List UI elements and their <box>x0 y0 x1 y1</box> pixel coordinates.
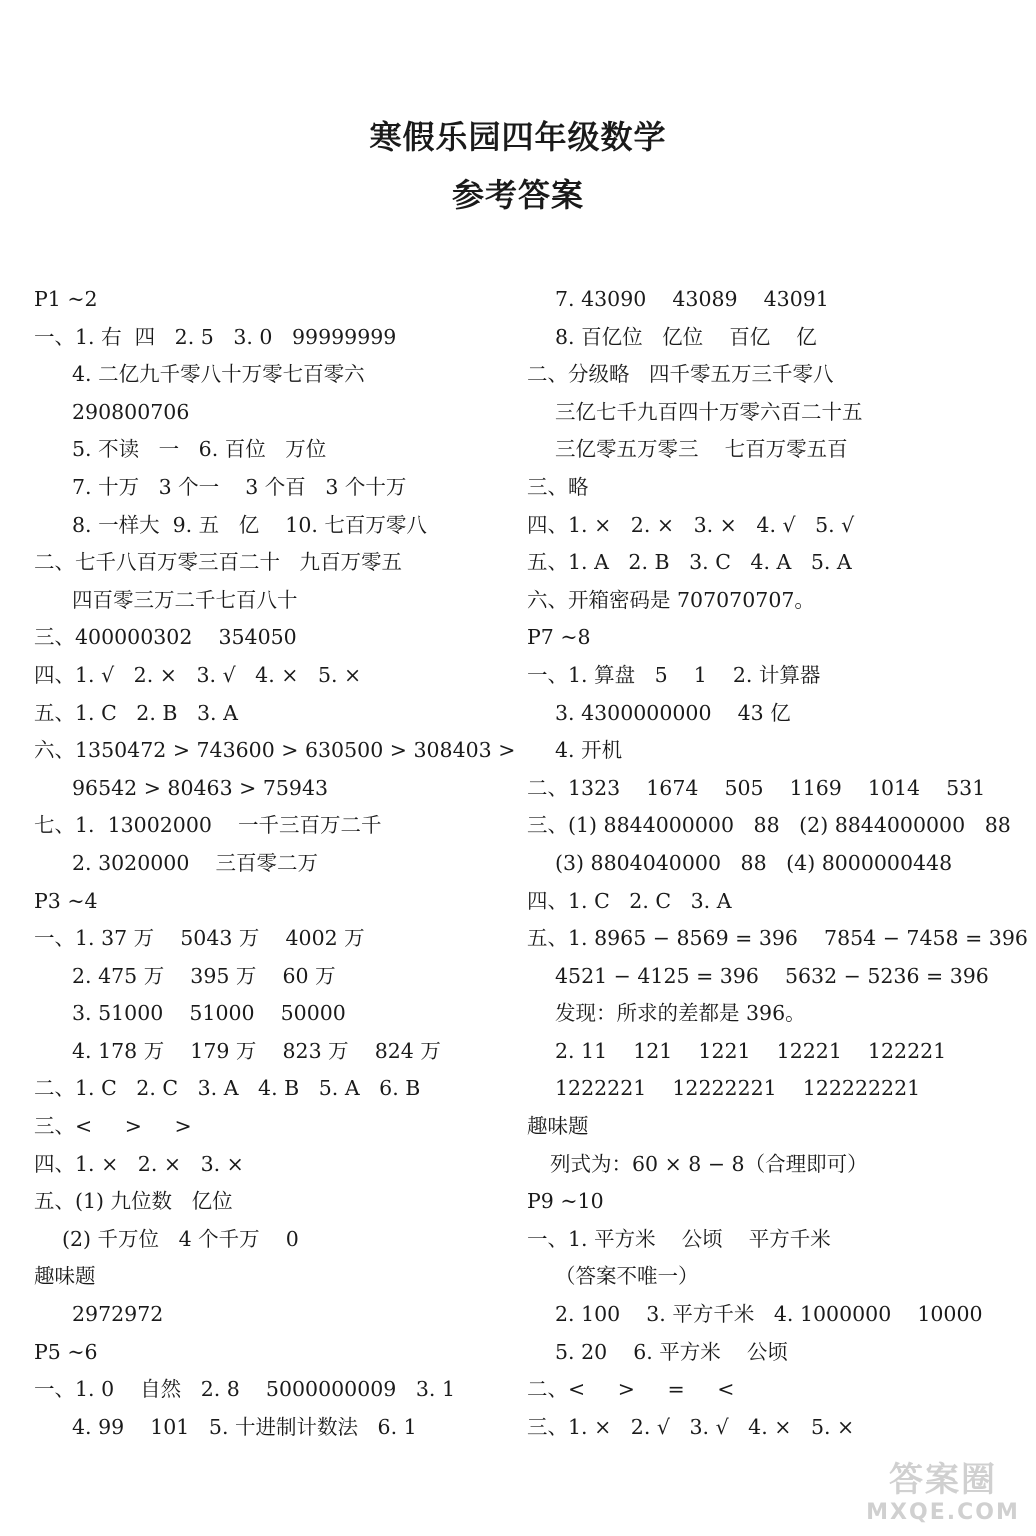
answer-line: 1222221 12222221 122222221 <box>555 1076 921 1101</box>
answer-line: 三、1. × 2. √ 3. √ 4. × 5. × <box>527 1414 855 1439</box>
answer-line: 四、1. C 2. C 3. A <box>527 888 732 913</box>
answer-line: (2) 千万位 4 个千万 0 <box>62 1226 299 1251</box>
answer-line: 四、1. × 2. × 3. × <box>34 1151 244 1176</box>
answer-line: 2. 475 万 395 万 60 万 <box>72 963 336 988</box>
answer-line: 2. 100 3. 平方千米 4. 1000000 10000 <box>555 1302 983 1327</box>
answer-line: 8. 一样大 9. 五 亿 10. 七百万零八 <box>72 512 427 537</box>
answer-line: 七、1. 13002000 一千三百万二千 <box>34 813 382 838</box>
answer-line: 8. 百亿位 亿位 百亿 亿 <box>555 324 817 349</box>
answer-line: 三亿零五万零三 七百万零五百 <box>555 437 848 462</box>
answer-line: P3 ~4 <box>34 888 98 913</box>
answer-line: 三亿七千九百四十万零六百二十五 <box>555 399 863 424</box>
answer-line: 五、1. A 2. B 3. C 4. A 5. A <box>527 550 852 575</box>
answer-line: 三、400000302 354050 <box>34 625 297 650</box>
answer-line: 趣味题 <box>527 1114 589 1139</box>
answer-line: 96542 > 80463 > 75943 <box>72 775 329 800</box>
watermark-logo <box>858 1460 1028 1530</box>
answer-line: 一、1. 37 万 5043 万 4002 万 <box>34 926 365 951</box>
answer-line: 2. 11 121 1221 12221 122221 <box>555 1038 947 1063</box>
answer-line: (3) 8804040000 88 (4) 8000000448 <box>555 850 953 875</box>
answer-line: 三、略 <box>527 474 589 499</box>
answer-line: 五、(1) 九位数 亿位 <box>34 1189 233 1214</box>
answer-line: 4521 − 4125 = 396 5632 − 5236 = 396 <box>555 963 989 988</box>
answer-line: 2972972 <box>72 1302 164 1327</box>
answer-line: 4. 99 101 5. 十进制计数法 6. 1 <box>72 1414 417 1439</box>
watermark-logo-text: 答案圈 <box>889 1460 997 1500</box>
answer-line: 一、1. 右 四 2. 5 3. 0 99999999 <box>34 324 397 349</box>
answer-line: 一、1. 平方米 公顷 平方千米 <box>527 1226 831 1251</box>
answer-line: 二、分级略 四千零五万三千零八 <box>527 362 834 387</box>
answer-line: 四、1. × 2. × 3. × 4. √ 5. √ <box>527 512 855 537</box>
answer-column-left <box>34 281 516 1446</box>
answer-line: P1 ~2 <box>34 287 98 311</box>
answer-line: 四、1. √ 2. × 3. √ 4. × 5. × <box>34 662 362 687</box>
answer-line: 趣味题 <box>34 1264 96 1289</box>
answer-line: 四百零三万二千七百八十 <box>72 587 298 612</box>
answer-line: 7. 十万 3 个一 3 个百 3 个十万 <box>72 474 407 499</box>
answer-line: P7 ~8 <box>527 625 591 650</box>
answer-line: 三、< > > <box>34 1114 192 1139</box>
answer-line: 4. 开机 <box>555 738 623 763</box>
watermark-url-text: MXQE.COM <box>866 1500 1020 1525</box>
answer-line: 五、1. C 2. B 3. A <box>34 700 238 725</box>
answer-line: 二、1323 1674 505 1169 1014 531 <box>527 775 986 800</box>
answer-line: 4. 二亿九千零八十万零七百零六 <box>72 362 365 387</box>
answer-line: 二、< > = < <box>527 1377 735 1402</box>
document-subtitle: 参考答案 <box>451 176 584 214</box>
answer-line: 7. 43090 43089 43091 <box>555 287 829 311</box>
answer-line: 五、1. 8965 − 8569 = 396 7854 − 7458 = 396 <box>527 926 1028 951</box>
answer-line: 六、1350472 > 743600 > 630500 > 308403 > <box>34 738 516 763</box>
answer-line: 二、1. C 2. C 3. A 4. B 5. A 6. B <box>34 1076 421 1101</box>
answer-line: 三、(1) 8844000000 88 (2) 8844000000 88 <box>527 813 1011 838</box>
document-title: 寒假乐园四年级数学 <box>369 118 667 156</box>
answer-line: P5 ~6 <box>34 1339 98 1364</box>
answer-line: 4. 178 万 179 万 823 万 824 万 <box>72 1038 441 1063</box>
answer-line: 一、1. 0 自然 2. 8 5000000009 3. 1 <box>34 1377 456 1402</box>
answer-line: P9 ~10 <box>527 1189 604 1214</box>
answer-line: 2. 3020000 三百零二万 <box>72 850 318 875</box>
answer-line: 列式为：60 × 8 − 8（合理即可） <box>550 1151 868 1176</box>
answer-line: 290800706 <box>72 399 190 424</box>
answer-line: 六、开箱密码是 707070707。 <box>527 587 815 612</box>
answer-line: 5. 20 6. 平方米 公顷 <box>555 1339 788 1364</box>
answer-line: 二、七千八百万零三百二十 九百万零五 <box>34 550 403 575</box>
answer-line: 3. 51000 51000 50000 <box>72 1001 346 1026</box>
answer-line: 发现：所求的差都是 396。 <box>555 1001 806 1026</box>
answer-line: 一、1. 算盘 5 1 2. 计算器 <box>527 662 821 687</box>
answer-line: 3. 4300000000 43 亿 <box>555 700 791 725</box>
answer-line: 5. 不读 一 6. 百位 万位 <box>72 437 327 462</box>
answer-line: （答案不唯一） <box>555 1264 699 1289</box>
answer-column-right <box>527 281 1028 1446</box>
